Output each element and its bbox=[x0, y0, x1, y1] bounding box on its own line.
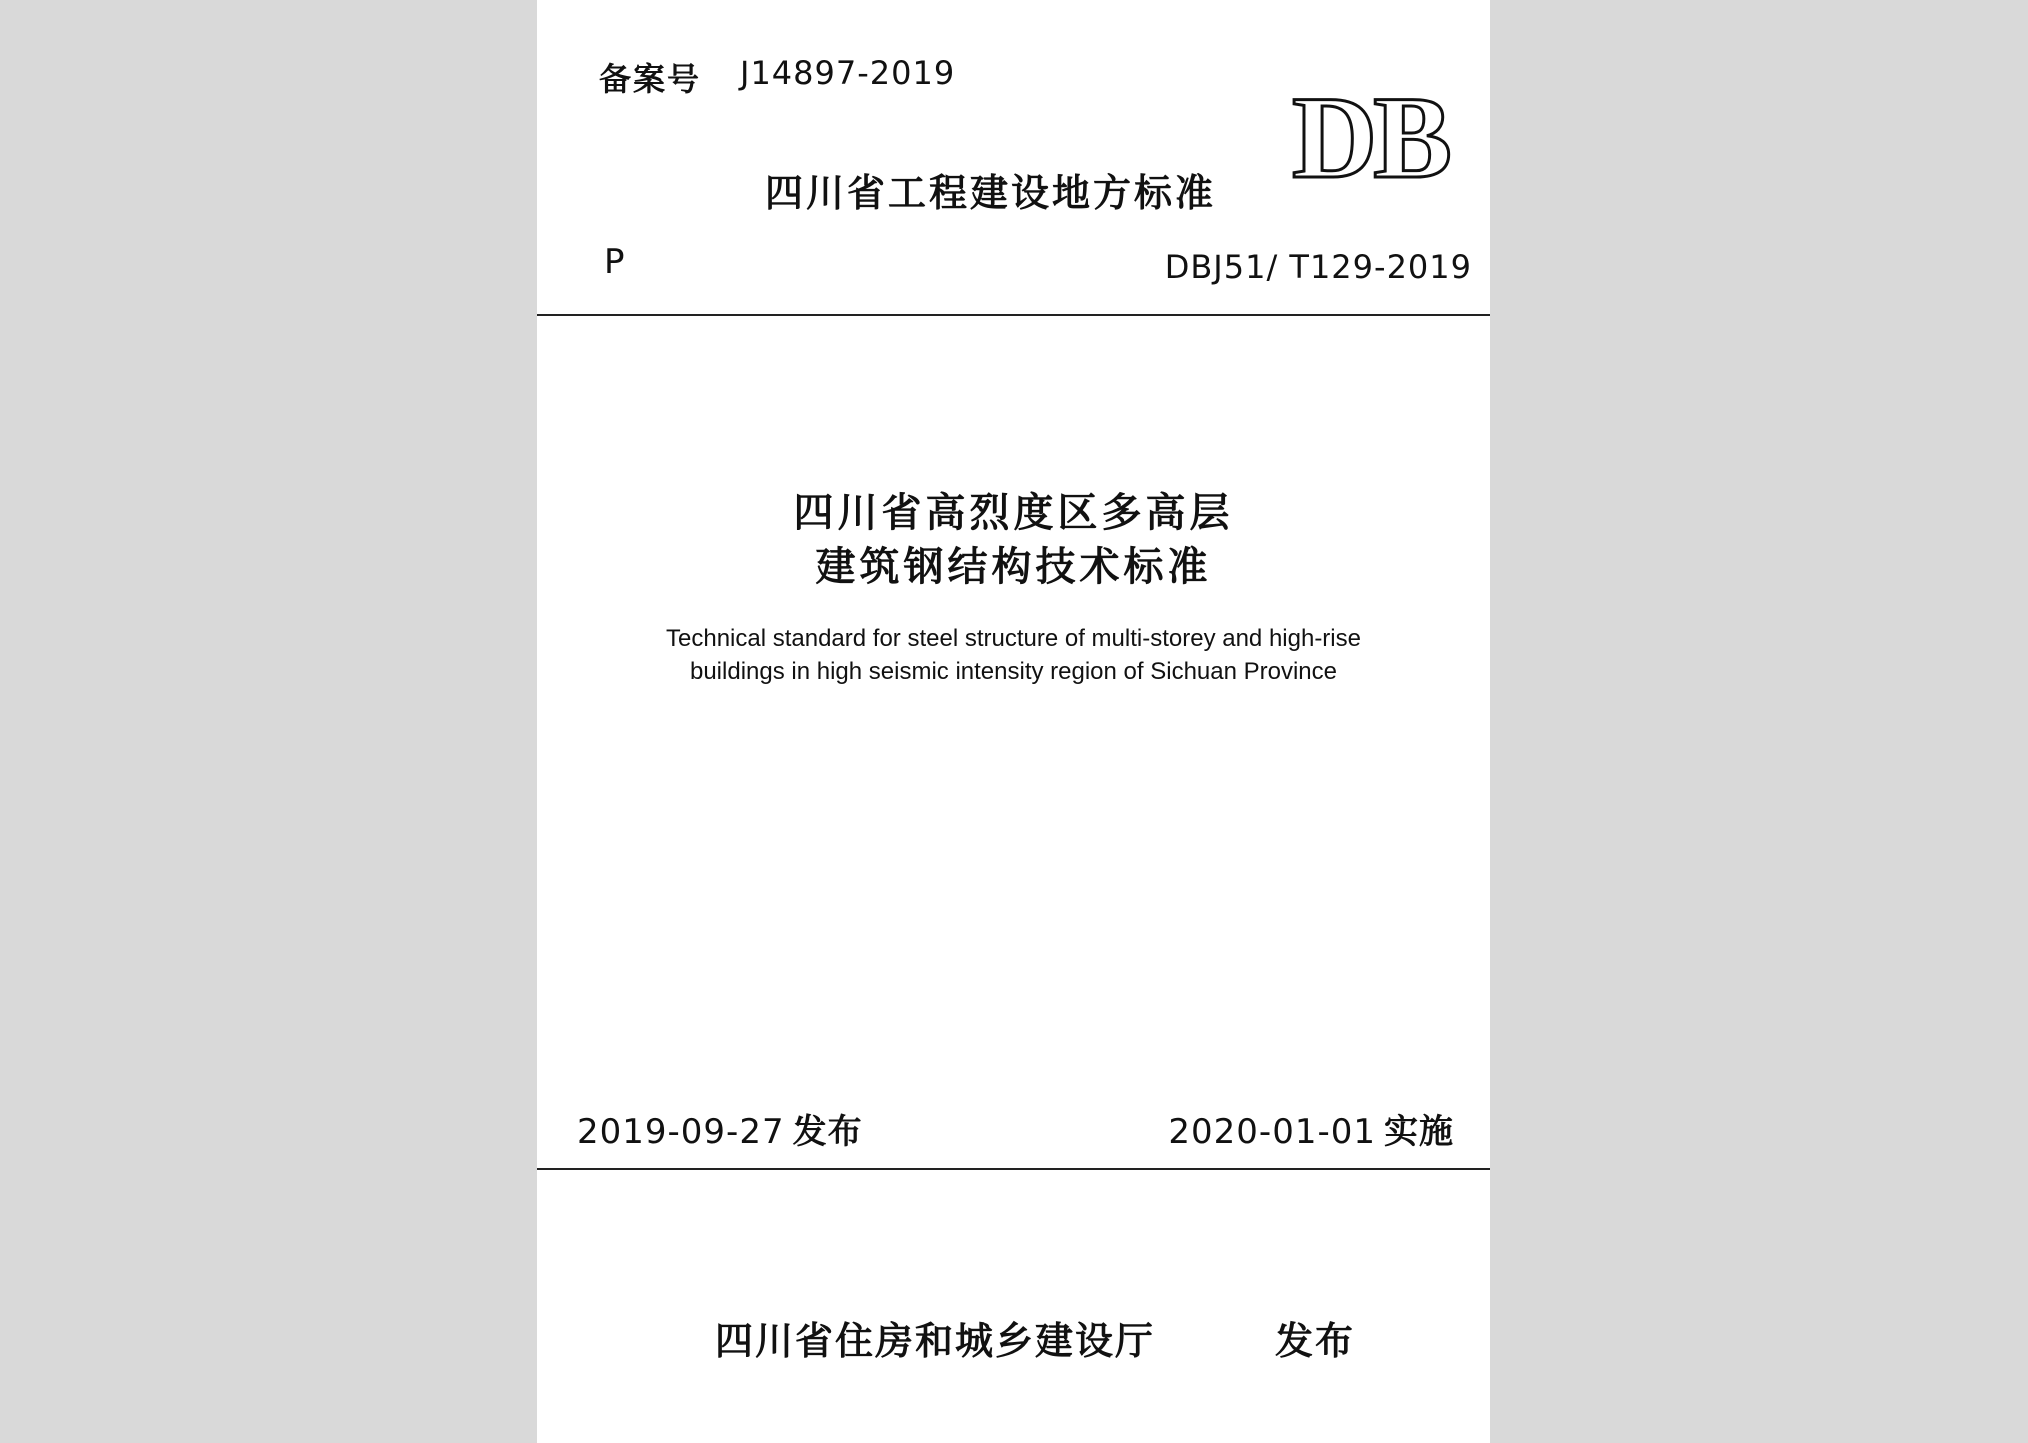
record-number: J14897-2019 bbox=[740, 54, 956, 92]
title-en bbox=[537, 622, 1490, 688]
publisher: 四川省住房和城乡建设厅 bbox=[715, 1319, 1156, 1363]
implementation-date-group bbox=[1168, 1104, 1454, 1153]
title-zh-line-2: 建筑钢结构技术标准 bbox=[815, 544, 1212, 590]
title-block bbox=[537, 486, 1490, 688]
title-zh-line-1: 四川省高烈度区多高层 bbox=[793, 490, 1234, 536]
title-en-line-2: buildings in high seismic intensity region of Sichuan Province bbox=[689, 658, 1337, 685]
top-divider bbox=[537, 314, 1490, 316]
standard-number: DBJ51/ T129-2019 bbox=[1164, 248, 1472, 286]
standard-type: 四川省工程建设地方标准 bbox=[765, 171, 1217, 215]
db-logo-text: DB bbox=[1292, 82, 1448, 192]
publish-word: 发布 bbox=[1275, 1319, 1356, 1363]
implementation-word: 实施 bbox=[1384, 1112, 1454, 1152]
db-logo bbox=[1265, 82, 1475, 192]
issue-word: 发布 bbox=[792, 1112, 863, 1152]
issue-date-group bbox=[577, 1104, 863, 1153]
record-label: 备案号 bbox=[599, 60, 702, 98]
issue-date: 2019-09-27 bbox=[577, 1112, 785, 1152]
classification-code: P bbox=[604, 242, 625, 282]
bottom-divider bbox=[537, 1168, 1490, 1170]
title-en-line-1: Technical standard for steel structure of multi-storey and high-rise bbox=[666, 625, 1361, 652]
implementation-date: 2020-01-01 bbox=[1168, 1112, 1376, 1152]
cover-page bbox=[537, 0, 1490, 1443]
